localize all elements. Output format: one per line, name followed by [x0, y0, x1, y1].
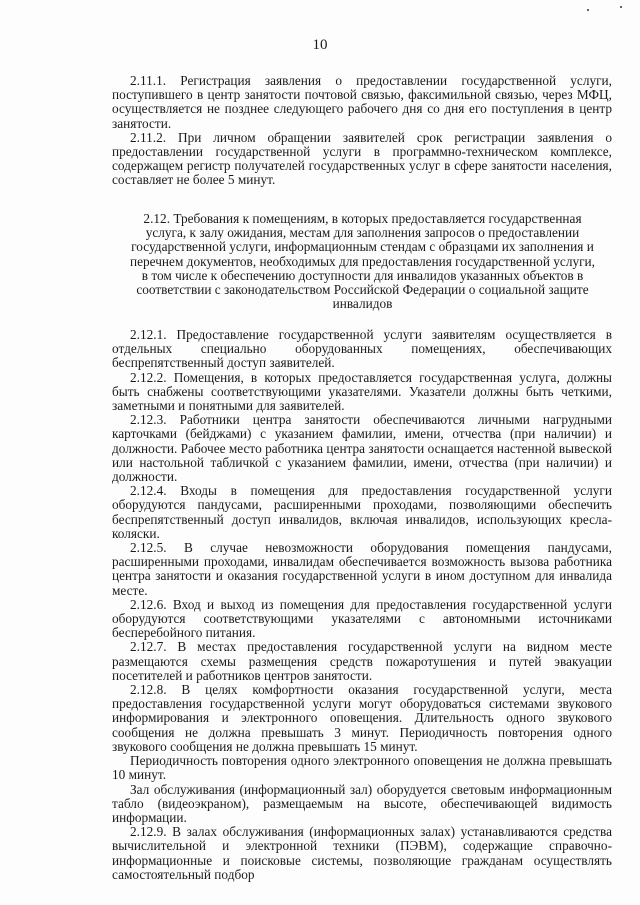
- section-2-12-heading: 2.12. Требования к помещениям, в которых предоставляется государственная услуга, к залу ожидания, местам для заполнения запросов о предоставлении государственной услуги, информационным стендам с образцами их заполнения и перечнем документов, необходимых для предоставления государственной услуги, в том числе к обеспечению доступности для инвалидов указанных объектов в соответствии с законодательством Российской Федерации о социальной защите инвалидов: [130, 211, 596, 312]
- paragraph-2-12-4: 2.12.4. Входы в помещения для предоставления государственной услуги оборудуются пандусами, расширенными проходами, позволяющими обеспечить беспрепятственный доступ инвалидов, включая инвалидов, использующих кресла-коляски.: [112, 483, 612, 541]
- paragraph-2-12-9: 2.12.9. В залах обслуживания (информационных залах) устанавливаются средства вычислительной и электронной техники (ПЭВМ), содержащие справочно-информационные и поисковые системы, позволяющие гражданам осуществлять самостоятельный подбор: [112, 824, 612, 882]
- paragraph-2-12-8: 2.12.8. В целях комфортности оказания государственной услуги, места предоставления государственной услуги могут оборудоваться системами звукового информирования и электронного оповещения. Длительность одного звукового сообщения не должна превышать 3 минут. Периодичность повторения одного звукового сообщения не должна превышать 15 минут.: [112, 682, 612, 754]
- paragraph-2-12-7: 2.12.7. В местах предоставления государственной услуги на видном месте размещаются схемы размещения средств пожаротушения и путей эвакуации посетителей и работников центров занятости.: [112, 639, 612, 683]
- paragraph-2-12-1: 2.12.1. Предоставление государственной услуги заявителям осуществляется в отдельных специально оборудованных помещениях, обеспечивающих беспрепятственный доступ заявителей.: [112, 327, 612, 371]
- section-2-11: [112, 74, 612, 188]
- scan-speck: [620, 6, 622, 8]
- paragraph-2-12-6: 2.12.6. Вход и выход из помещения для предоставления государственной услуги оборудуются соответствующими указателями с автономными источниками бесперебойного питания.: [112, 596, 612, 641]
- paragraph-2-12-8-hall: Зал обслуживания (информационный зал) оборудуется световым информационным табло (видеоэкраном), размещаемым на высоте, обеспечивающей видимость информации.: [112, 781, 612, 825]
- scan-speck: [587, 9, 589, 11]
- paragraph-2-11-2: 2.11.2. При личном обращении заявителей срок регистрации заявления о предоставлении государственной услуги в программно-техническом комплексе, содержащем регистр получателей государственных услуг в сфере занятости населения, составляет не более 5 минут.: [112, 129, 612, 188]
- paragraph-2-12-2: 2.12.2. Помещения, в которых предоставляется государственная услуга, должны быть снабжены соответствующими указателями. Указатели должны быть четкими, заметными и понятными для заявителей.: [112, 369, 612, 414]
- paragraph-2-12-8-electronic: Периодичность повторения одного электронного оповещения не должна превышать 10 минут.: [112, 753, 612, 783]
- paragraph-2-12-3: 2.12.3. Работники центра занятости обеспечиваются личными нагрудными карточками (бейджами) с указанием фамилии, имени, отчества (при наличии) и должности. Рабочее место работника центра занятости оснащается настенной вывеской или настольной табличкой с указанием фамилии, имени, отчества (при наличии) и должности.: [112, 412, 612, 485]
- paragraph-2-11-1: 2.11.1. Регистрация заявления о предоставлении государственной услуги, поступившего в центр занятости почтовой связью, факсимильной связью, через МФЦ, осуществляется не позднее следующего рабочего дня со дня его поступления в центр занятости.: [112, 73, 612, 131]
- paragraph-2-12-5: 2.12.5. В случае невозможности оборудования помещения пандусами, расширенными проходами, инвалидам обеспечивается возможность вызова работника центра занятости и оказания государственной услуги в ином доступном для инвалида месте.: [112, 540, 612, 598]
- page-number: 10: [312, 37, 328, 53]
- section-2-12-body: [112, 328, 612, 882]
